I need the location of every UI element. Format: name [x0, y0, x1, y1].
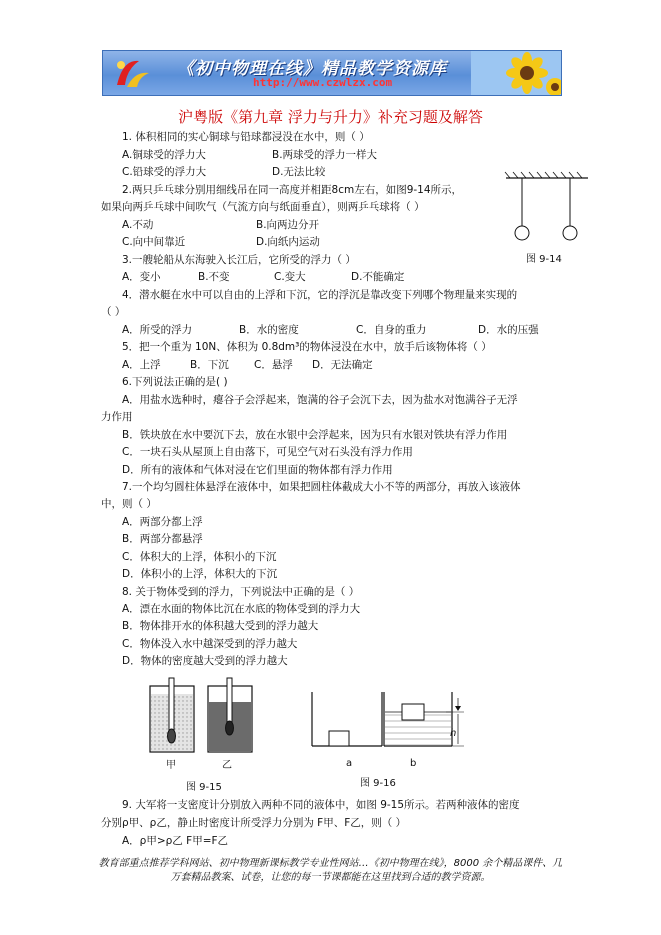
page-title: 沪粤版《第九章 浮力与升力》补充习题及解答	[178, 108, 483, 126]
q7-option-a: A．两部分都上浮	[122, 516, 203, 528]
q2-option-d: D.向纸内运动	[256, 236, 320, 248]
question-2: 2.两只乒乓球分别用细线吊在同一高度并相距8cm左右，如图9-14所示，	[122, 184, 463, 196]
q3-option-b: B.不变	[198, 271, 230, 283]
q2-option-c: C.向中间靠近	[122, 236, 186, 248]
question-4: 4．潜水艇在水中可以自由的上浮和下沉，它的浮沉是靠改变下列哪个物理量来实现的	[122, 289, 518, 301]
site-logo-icon	[109, 55, 153, 91]
q5-option-c: C．悬浮	[254, 359, 293, 371]
q8-option-c: C．物体没入水中越深受到的浮力越大	[122, 638, 298, 650]
q4-option-c: C．自身的重力	[356, 324, 427, 336]
q5-option-d: D．无法确定	[312, 359, 373, 371]
q3-option-a: A．变小	[122, 271, 161, 283]
figure-9-15-label-yi: 乙	[222, 760, 232, 771]
q4-option-a: A．所受的浮力	[122, 324, 193, 336]
footer-line-2: 万套精品教案、试卷，让您的每一节课都能在这里找到合适的教学资源。	[170, 872, 491, 883]
figure-9-15-hydrometers	[146, 676, 258, 756]
q1-option-c: C.铅球受的浮力大	[122, 166, 207, 178]
figure-9-14-pendulums	[502, 170, 592, 250]
question-7-cont: 中，则（ ）	[101, 498, 157, 510]
question-9-cont: 分别ρ甲、ρ乙，静止时密度计所受浮力分别为 F甲、F乙，则（ ）	[101, 817, 407, 829]
q1-option-a: A.铜球受的浮力大	[122, 149, 206, 161]
q6-option-a-cont: 力作用	[101, 411, 133, 423]
sunflower-icon	[471, 51, 561, 95]
question-6: 6.下列说法正确的是( )	[122, 376, 228, 388]
q5-option-b: B．下沉	[190, 359, 229, 371]
figure-9-15-label-jia: 甲	[166, 760, 176, 771]
q2-option-b: B.向两边分开	[256, 219, 320, 231]
q7-option-c: C．体积大的上浮，体积小的下沉	[122, 551, 277, 563]
q5-option-a: A．上浮	[122, 359, 161, 371]
question-8: 8. 关于物体受到的浮力，下列说法中正确的是（ ）	[122, 586, 360, 598]
q6-option-d: D．所有的液体和气体对浸在它们里面的物体都有浮力作用	[122, 464, 393, 476]
q6-option-b: B．铁块放在水中要沉下去，放在水银中会浮起来，因为只有水银对铁块有浮力作用	[122, 429, 508, 441]
q4-option-b: B．水的密度	[239, 324, 299, 336]
question-7: 7.一个均匀圆柱体悬浮在液体中，如果把圆柱体截成大小不等的两部分，再放入该液体	[122, 481, 521, 493]
q7-option-b: B．两部分都悬浮	[122, 533, 203, 545]
question-4-cont: （ ）	[101, 306, 126, 318]
q1-option-d: D.无法比较	[272, 166, 326, 178]
q3-option-d: D.不能确定	[351, 271, 405, 283]
q3-option-c: C.变大	[274, 271, 306, 283]
figure-9-15-caption: 图 9-15	[186, 782, 222, 793]
question-2-cont: 如果向两乒乓球中间吹气（气流方向与纸面垂直），则两乒乓球将（ ）	[101, 201, 425, 213]
q8-option-b: B．物体排开水的体积越大受到的浮力越大	[122, 620, 319, 632]
site-banner	[102, 50, 562, 96]
question-3: 3.一艘轮船从东海驶入长江后，它所受的浮力（ ）	[122, 254, 356, 266]
figure-9-14-caption: 图 9-14	[526, 254, 562, 265]
q6-option-a: A．用盐水选种时，瘪谷子会浮起来，饱满的谷子会沉下去，因为盐水对饱满谷子无浮	[122, 394, 518, 406]
question-9: 9. 大军将一支密度计分别放入两种不同的液体中，如图 9-15所示。若两种液体的密度	[122, 799, 520, 811]
q9-option-a: A．ρ甲>ρ乙 F甲=F乙	[122, 835, 229, 847]
figure-9-16-containers	[304, 688, 466, 754]
figure-9-16-label-a: a	[346, 758, 353, 769]
q6-option-c: C．一块石头从屋顶上自由落下，可见空气对石头没有浮力作用	[122, 446, 413, 458]
question-1: 1. 体积相同的实心铜球与铅球都浸没在水中，则（ ）	[122, 131, 370, 143]
q2-option-a: A.不动	[122, 219, 154, 231]
q1-option-b: B.两球受的浮力一样大	[272, 149, 378, 161]
banner-url[interactable]: http://www.czwlzx.com	[253, 76, 393, 89]
q8-option-d: D．物体的密度越大受到的浮力越大	[122, 655, 288, 667]
page-footer	[0, 857, 661, 885]
figure-9-16-label-b: b	[410, 758, 417, 769]
q4-option-d: D．水的压强	[478, 324, 539, 336]
figure-9-16-label-h: h	[450, 728, 457, 739]
question-5: 5．把一个重为 10N、体积为 0.8dm³的物体浸没在水中，放手后该物体将（ ）	[122, 341, 492, 353]
q7-option-d: D．体积小的上浮，体积大的下沉	[122, 568, 278, 580]
banner-title: 《初中物理在线》精品教学资源库	[177, 59, 447, 79]
figure-9-16-caption: 图 9-16	[360, 778, 396, 789]
footer-line-1: 教育部重点推荐学科网站、初中物理新课标教学专业性网站…《初中物理在线》，8000 余个精品课件、几	[98, 858, 563, 869]
q8-option-a: A．漂在水面的物体比沉在水底的物体受到的浮力大	[122, 603, 361, 615]
